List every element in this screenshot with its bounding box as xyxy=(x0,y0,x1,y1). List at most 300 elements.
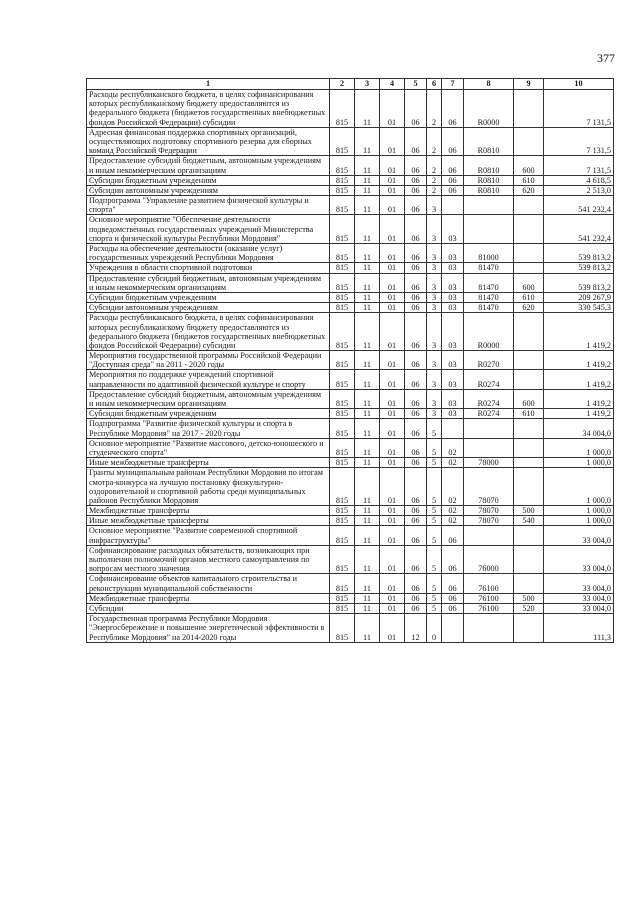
expense-type-code-cell xyxy=(514,614,544,643)
table-row xyxy=(87,196,614,215)
subprogram-code-cell: 3 xyxy=(427,409,442,419)
expense-type-code-cell xyxy=(514,545,544,574)
section-code-cell: 11 xyxy=(355,468,380,506)
table-row xyxy=(87,458,614,468)
expense-code-cell: 81470 xyxy=(464,273,514,292)
subsection-code-cell: 01 xyxy=(380,370,405,389)
expense-type-code-cell: 610 xyxy=(514,175,544,185)
amount-cell: 33 004,0 xyxy=(544,593,614,603)
expense-type-code-cell: 520 xyxy=(514,603,544,613)
expense-type-code-cell: 540 xyxy=(514,516,544,526)
subprogram-code-cell: 3 xyxy=(427,303,442,313)
subsection-code-cell: 01 xyxy=(380,526,405,545)
table-row xyxy=(87,409,614,419)
amount-cell: 541 232,4 xyxy=(544,215,614,244)
expense-type-code-cell: 610 xyxy=(514,409,544,419)
subprogram-code-cell: 5 xyxy=(427,603,442,613)
section-code-cell: 11 xyxy=(355,292,380,302)
ministry-code-cell: 815 xyxy=(330,614,355,643)
ministry-code-cell: 815 xyxy=(330,90,355,128)
event-code-cell: 02 xyxy=(442,506,464,516)
program-code-cell: 06 xyxy=(405,574,427,593)
amount-cell: 539 813,2 xyxy=(544,244,614,263)
table-row xyxy=(87,603,614,613)
expense-code-cell: R0000 xyxy=(464,90,514,128)
expense-code-cell: 81470 xyxy=(464,292,514,302)
item-name-cell: Адресная финансовая поддержка спортивных организаций, осуществляющих подготовку спортивного резерва для сборных команд Российской Федерации xyxy=(87,127,330,156)
ministry-code-cell: 815 xyxy=(330,175,355,185)
amount-cell: 2 513,0 xyxy=(544,185,614,195)
column-header: 7 xyxy=(442,79,464,90)
subprogram-code-cell: 5 xyxy=(427,593,442,603)
event-code-cell: 02 xyxy=(442,468,464,506)
section-code-cell: 11 xyxy=(355,506,380,516)
subprogram-code-cell: 5 xyxy=(427,574,442,593)
event-code-cell: 06 xyxy=(442,593,464,603)
amount-cell: 1 000,0 xyxy=(544,506,614,516)
ministry-code-cell: 815 xyxy=(330,127,355,156)
section-code-cell: 11 xyxy=(355,614,380,643)
ministry-code-cell: 815 xyxy=(330,389,355,408)
amount-cell: 1 419,2 xyxy=(544,370,614,389)
item-name-cell: Иные межбюджетные трансферты xyxy=(87,458,330,468)
section-code-cell: 11 xyxy=(355,526,380,545)
program-code-cell: 06 xyxy=(405,593,427,603)
amount-cell: 1 000,0 xyxy=(544,468,614,506)
item-name-cell: Основное мероприятие "Обеспечение деятельности подведомственных государственных учреждений Министерства спорта и физической культуры Республики Мордовия" xyxy=(87,215,330,244)
section-code-cell: 11 xyxy=(355,603,380,613)
expense-type-code-cell xyxy=(514,526,544,545)
event-code-cell: 03 xyxy=(442,292,464,302)
item-name-cell: Межбюджетные трансферты xyxy=(87,593,330,603)
subprogram-code-cell: 2 xyxy=(427,90,442,128)
expense-type-code-cell xyxy=(514,438,544,457)
item-name-cell: Субсидии бюджетным учреждениям xyxy=(87,175,330,185)
subsection-code-cell: 01 xyxy=(380,273,405,292)
section-code-cell: 11 xyxy=(355,156,380,175)
amount-cell: 7 131,5 xyxy=(544,156,614,175)
table-row xyxy=(87,526,614,545)
subprogram-code-cell: 3 xyxy=(427,351,442,370)
expense-type-code-cell xyxy=(514,127,544,156)
expense-type-code-cell xyxy=(514,419,544,438)
event-code-cell: 06 xyxy=(442,90,464,128)
subprogram-code-cell: 3 xyxy=(427,370,442,389)
subsection-code-cell: 01 xyxy=(380,614,405,643)
program-code-cell: 06 xyxy=(405,516,427,526)
event-code-cell: 03 xyxy=(442,303,464,313)
section-code-cell: 11 xyxy=(355,409,380,419)
expense-type-code-cell xyxy=(514,574,544,593)
ministry-code-cell: 815 xyxy=(330,593,355,603)
subsection-code-cell: 01 xyxy=(380,175,405,185)
amount-cell: 33 004,0 xyxy=(544,545,614,574)
column-header: 2 xyxy=(330,79,355,90)
table-row xyxy=(87,156,614,175)
table-body xyxy=(87,90,614,643)
section-code-cell: 11 xyxy=(355,419,380,438)
expense-code-cell: 78000 xyxy=(464,458,514,468)
table-row xyxy=(87,389,614,408)
subprogram-code-cell: 5 xyxy=(427,419,442,438)
table-row xyxy=(87,468,614,506)
column-header: 4 xyxy=(380,79,405,90)
table-row xyxy=(87,313,614,351)
program-code-cell: 06 xyxy=(405,545,427,574)
item-name-cell: Расходы республиканского бюджета, в целях софинансирования которых республиканскому бюджету предоставляются из федерального бюджета (бюджетов государственных внебюджетных фондов Российской Федерации) субсидии xyxy=(87,313,330,351)
ministry-code-cell: 815 xyxy=(330,419,355,438)
column-header: 9 xyxy=(514,79,544,90)
expense-code-cell: 81000 xyxy=(464,244,514,263)
amount-cell: 330 545,3 xyxy=(544,303,614,313)
expense-type-code-cell xyxy=(514,370,544,389)
table-row xyxy=(87,90,614,128)
subsection-code-cell: 01 xyxy=(380,468,405,506)
expense-code-cell: 78070 xyxy=(464,506,514,516)
section-code-cell: 11 xyxy=(355,593,380,603)
program-code-cell: 06 xyxy=(405,263,427,273)
ministry-code-cell: 815 xyxy=(330,370,355,389)
expense-code-cell: R0000 xyxy=(464,313,514,351)
ministry-code-cell: 815 xyxy=(330,215,355,244)
subsection-code-cell: 01 xyxy=(380,351,405,370)
event-code-cell: 06 xyxy=(442,185,464,195)
subprogram-code-cell: 3 xyxy=(427,313,442,351)
expense-type-code-cell: 600 xyxy=(514,389,544,408)
expense-type-code-cell xyxy=(514,263,544,273)
section-code-cell: 11 xyxy=(355,196,380,215)
expense-type-code-cell xyxy=(514,196,544,215)
program-code-cell: 06 xyxy=(405,351,427,370)
table-row xyxy=(87,506,614,516)
page-number: 377 xyxy=(597,51,615,65)
subprogram-code-cell: 3 xyxy=(427,389,442,408)
table-row xyxy=(87,419,614,438)
expense-type-code-cell xyxy=(514,244,544,263)
expense-type-code-cell: 600 xyxy=(514,156,544,175)
amount-cell: 33 004,0 xyxy=(544,526,614,545)
section-code-cell: 11 xyxy=(355,370,380,389)
ministry-code-cell: 815 xyxy=(330,506,355,516)
ministry-code-cell: 815 xyxy=(330,351,355,370)
program-code-cell: 06 xyxy=(405,185,427,195)
ministry-code-cell: 815 xyxy=(330,574,355,593)
item-name-cell: Субсидии бюджетным учреждениям xyxy=(87,292,330,302)
amount-cell: 4 618,5 xyxy=(544,175,614,185)
expense-code-cell: R0274 xyxy=(464,389,514,408)
expense-code-cell: 76100 xyxy=(464,603,514,613)
program-code-cell: 06 xyxy=(405,526,427,545)
subprogram-code-cell: 3 xyxy=(427,273,442,292)
subsection-code-cell: 01 xyxy=(380,574,405,593)
expense-code-cell xyxy=(464,419,514,438)
subsection-code-cell: 01 xyxy=(380,127,405,156)
subprogram-code-cell: 5 xyxy=(427,516,442,526)
amount-cell: 539 813,2 xyxy=(544,273,614,292)
section-code-cell: 11 xyxy=(355,90,380,128)
amount-cell: 111,3 xyxy=(544,614,614,643)
subprogram-code-cell: 3 xyxy=(427,292,442,302)
ministry-code-cell: 815 xyxy=(330,292,355,302)
expense-type-code-cell: 500 xyxy=(514,593,544,603)
expense-code-cell: 81470 xyxy=(464,303,514,313)
subprogram-code-cell: 5 xyxy=(427,506,442,516)
program-code-cell: 06 xyxy=(405,313,427,351)
table-row xyxy=(87,127,614,156)
section-code-cell: 11 xyxy=(355,244,380,263)
program-code-cell: 12 xyxy=(405,614,427,643)
expense-code-cell xyxy=(464,215,514,244)
subsection-code-cell: 01 xyxy=(380,438,405,457)
section-code-cell: 11 xyxy=(355,351,380,370)
event-code-cell: 06 xyxy=(442,175,464,185)
item-name-cell: Субсидии автономным учреждениям xyxy=(87,185,330,195)
ministry-code-cell: 815 xyxy=(330,313,355,351)
expense-type-code-cell xyxy=(514,215,544,244)
event-code-cell: 02 xyxy=(442,458,464,468)
item-name-cell: Учреждения в области спортивной подготовки xyxy=(87,263,330,273)
subsection-code-cell: 01 xyxy=(380,458,405,468)
event-code-cell: 06 xyxy=(442,156,464,175)
item-name-cell: Основное мероприятие "Развитие массового, детско-юношеского и студенческого спорта" xyxy=(87,438,330,457)
program-code-cell: 06 xyxy=(405,244,427,263)
expense-type-code-cell: 610 xyxy=(514,292,544,302)
expense-code-cell: R0810 xyxy=(464,156,514,175)
amount-cell: 539 813,2 xyxy=(544,263,614,273)
amount-cell: 1 000,0 xyxy=(544,458,614,468)
amount-cell: 33 004,0 xyxy=(544,603,614,613)
subprogram-code-cell: 2 xyxy=(427,185,442,195)
column-header: 1 xyxy=(87,79,330,90)
event-code-cell: 03 xyxy=(442,409,464,419)
expense-type-code-cell xyxy=(514,458,544,468)
ministry-code-cell: 815 xyxy=(330,409,355,419)
table-header-row xyxy=(87,79,614,90)
amount-cell: 541 232,4 xyxy=(544,196,614,215)
table-row xyxy=(87,273,614,292)
ministry-code-cell: 815 xyxy=(330,458,355,468)
event-code-cell xyxy=(442,419,464,438)
subprogram-code-cell: 2 xyxy=(427,175,442,185)
subsection-code-cell: 01 xyxy=(380,90,405,128)
ministry-code-cell: 815 xyxy=(330,303,355,313)
section-code-cell: 11 xyxy=(355,389,380,408)
ministry-code-cell: 815 xyxy=(330,438,355,457)
item-name-cell: Предоставление субсидий бюджетным, автономным учреждениям и иным некоммерческим организациям xyxy=(87,156,330,175)
event-code-cell: 03 xyxy=(442,273,464,292)
program-code-cell: 06 xyxy=(405,196,427,215)
section-code-cell: 11 xyxy=(355,127,380,156)
event-code-cell: 06 xyxy=(442,574,464,593)
amount-cell: 34 004,0 xyxy=(544,419,614,438)
expense-code-cell: 78070 xyxy=(464,516,514,526)
expense-code-cell: 78070 xyxy=(464,468,514,506)
event-code-cell: 03 xyxy=(442,370,464,389)
subprogram-code-cell: 3 xyxy=(427,196,442,215)
program-code-cell: 06 xyxy=(405,175,427,185)
expense-type-code-cell xyxy=(514,468,544,506)
event-code-cell: 06 xyxy=(442,127,464,156)
expense-type-code-cell xyxy=(514,351,544,370)
table-row xyxy=(87,175,614,185)
program-code-cell: 06 xyxy=(405,389,427,408)
event-code-cell xyxy=(442,196,464,215)
ministry-code-cell: 815 xyxy=(330,244,355,263)
amount-cell: 1 419,2 xyxy=(544,351,614,370)
ministry-code-cell: 815 xyxy=(330,263,355,273)
event-code-cell: 06 xyxy=(442,603,464,613)
expense-code-cell xyxy=(464,614,514,643)
subprogram-code-cell: 5 xyxy=(427,468,442,506)
expense-type-code-cell xyxy=(514,313,544,351)
table-row xyxy=(87,370,614,389)
subprogram-code-cell: 2 xyxy=(427,156,442,175)
expense-type-code-cell: 620 xyxy=(514,303,544,313)
section-code-cell: 11 xyxy=(355,303,380,313)
expense-code-cell: 76100 xyxy=(464,593,514,603)
column-header: 5 xyxy=(405,79,427,90)
expense-code-cell: R0274 xyxy=(464,370,514,389)
table-row xyxy=(87,614,614,643)
program-code-cell: 06 xyxy=(405,409,427,419)
expense-type-code-cell: 620 xyxy=(514,185,544,195)
subsection-code-cell: 01 xyxy=(380,419,405,438)
table-row xyxy=(87,516,614,526)
table-row xyxy=(87,185,614,195)
program-code-cell: 06 xyxy=(405,603,427,613)
subsection-code-cell: 01 xyxy=(380,156,405,175)
item-name-cell: Мероприятия государственной программы Российской Федерации "Доступная среда" на 2011 - 2020 годы xyxy=(87,351,330,370)
budget-table xyxy=(86,78,614,643)
item-name-cell: Предоставление субсидий бюджетным, автономным учреждениям и иным некоммерческим организациям xyxy=(87,389,330,408)
event-code-cell: 03 xyxy=(442,215,464,244)
program-code-cell: 06 xyxy=(405,127,427,156)
table-row xyxy=(87,351,614,370)
subsection-code-cell: 01 xyxy=(380,215,405,244)
expense-code-cell: R0810 xyxy=(464,185,514,195)
section-code-cell: 11 xyxy=(355,273,380,292)
table-row xyxy=(87,593,614,603)
column-header: 10 xyxy=(544,79,614,90)
expense-code-cell: 76000 xyxy=(464,545,514,574)
ministry-code-cell: 815 xyxy=(330,185,355,195)
table-row xyxy=(87,545,614,574)
column-header: 6 xyxy=(427,79,442,90)
ministry-code-cell: 815 xyxy=(330,526,355,545)
table-row xyxy=(87,215,614,244)
subprogram-code-cell: 5 xyxy=(427,438,442,457)
section-code-cell: 11 xyxy=(355,438,380,457)
program-code-cell: 06 xyxy=(405,273,427,292)
program-code-cell: 06 xyxy=(405,303,427,313)
ministry-code-cell: 815 xyxy=(330,516,355,526)
item-name-cell: Предоставление субсидий бюджетным, автономным учреждениям и иным некоммерческим организациям xyxy=(87,273,330,292)
subsection-code-cell: 01 xyxy=(380,292,405,302)
event-code-cell: 03 xyxy=(442,244,464,263)
subsection-code-cell: 01 xyxy=(380,303,405,313)
item-name-cell: Государственная программа Республики Мордовия "Энергосбережение и повышение энергетической эффективности в Республике Мордовия" на 2014-2020 годы xyxy=(87,614,330,643)
subsection-code-cell: 01 xyxy=(380,545,405,574)
section-code-cell: 11 xyxy=(355,263,380,273)
program-code-cell: 06 xyxy=(405,292,427,302)
subprogram-code-cell: 3 xyxy=(427,244,442,263)
event-code-cell: 06 xyxy=(442,526,464,545)
item-name-cell: Субсидии xyxy=(87,603,330,613)
event-code-cell: 03 xyxy=(442,263,464,273)
item-name-cell: Межбюджетные трансферты xyxy=(87,506,330,516)
expense-code-cell: R0810 xyxy=(464,175,514,185)
item-name-cell: Субсидии бюджетным учреждениям xyxy=(87,409,330,419)
item-name-cell: Софинансирование расходных обязательств, возникающих при выполнении полномочий органов местного самоуправления по вопросам местного значения xyxy=(87,545,330,574)
expense-type-code-cell: 500 xyxy=(514,506,544,516)
item-name-cell: Софинансирование объектов капитального строительства и реконструкции муниципальной собственности xyxy=(87,574,330,593)
event-code-cell: 06 xyxy=(442,545,464,574)
program-code-cell: 06 xyxy=(405,419,427,438)
subsection-code-cell: 01 xyxy=(380,185,405,195)
subsection-code-cell: 01 xyxy=(380,593,405,603)
expense-type-code-cell xyxy=(514,90,544,128)
section-code-cell: 11 xyxy=(355,215,380,244)
expense-type-code-cell: 600 xyxy=(514,273,544,292)
item-name-cell: Расходы республиканского бюджета, в целях софинансирования которых республиканскому бюджету предоставляются из федерального бюджета (бюджетов государственных внебюджетных фондов Российской Федерации) субсидии xyxy=(87,90,330,128)
subsection-code-cell: 01 xyxy=(380,263,405,273)
subsection-code-cell: 01 xyxy=(380,516,405,526)
expense-code-cell: R0274 xyxy=(464,409,514,419)
ministry-code-cell: 815 xyxy=(330,196,355,215)
amount-cell: 1 000,0 xyxy=(544,438,614,457)
expense-code-cell xyxy=(464,526,514,545)
expense-code-cell: 81470 xyxy=(464,263,514,273)
expense-code-cell: R0810 xyxy=(464,127,514,156)
subsection-code-cell: 01 xyxy=(380,389,405,408)
event-code-cell: 02 xyxy=(442,516,464,526)
event-code-cell xyxy=(442,614,464,643)
subprogram-code-cell: 3 xyxy=(427,215,442,244)
table-row xyxy=(87,244,614,263)
program-code-cell: 06 xyxy=(405,468,427,506)
item-name-cell: Подпрограмма "Развитие физической культуры и спорта в Республике Мордовия" на 2017 - 2020 годы xyxy=(87,419,330,438)
item-name-cell: Подпрограмма "Управление развитием физической культуры и спорта" xyxy=(87,196,330,215)
amount-cell: 33 004,0 xyxy=(544,574,614,593)
program-code-cell: 06 xyxy=(405,458,427,468)
ministry-code-cell: 815 xyxy=(330,468,355,506)
program-code-cell: 06 xyxy=(405,438,427,457)
subprogram-code-cell: 5 xyxy=(427,458,442,468)
event-code-cell: 02 xyxy=(442,438,464,457)
column-header: 8 xyxy=(464,79,514,90)
item-name-cell: Гранты муниципальным районам Республики Мордовия по итогам смотра-конкурса на лучшую постановку физкультурно-оздоровительной и спортивной работы среди муниципальных районов Республики Мордовия xyxy=(87,468,330,506)
event-code-cell: 03 xyxy=(442,389,464,408)
program-code-cell: 06 xyxy=(405,156,427,175)
item-name-cell: Субсидии автономным учреждениям xyxy=(87,303,330,313)
item-name-cell: Расходы на обеспечение деятельности (оказание услуг) государственных учреждений Республики Мордовия xyxy=(87,244,330,263)
amount-cell: 1 000,0 xyxy=(544,516,614,526)
program-code-cell: 06 xyxy=(405,506,427,516)
table-row xyxy=(87,303,614,313)
subprogram-code-cell: 3 xyxy=(427,263,442,273)
section-code-cell: 11 xyxy=(355,516,380,526)
subsection-code-cell: 01 xyxy=(380,409,405,419)
expense-code-cell xyxy=(464,196,514,215)
program-code-cell: 06 xyxy=(405,215,427,244)
amount-cell: 209 267,9 xyxy=(544,292,614,302)
section-code-cell: 11 xyxy=(355,313,380,351)
table-row xyxy=(87,438,614,457)
expense-code-cell xyxy=(464,438,514,457)
ministry-code-cell: 815 xyxy=(330,156,355,175)
amount-cell: 1 419,2 xyxy=(544,313,614,351)
section-code-cell: 11 xyxy=(355,574,380,593)
